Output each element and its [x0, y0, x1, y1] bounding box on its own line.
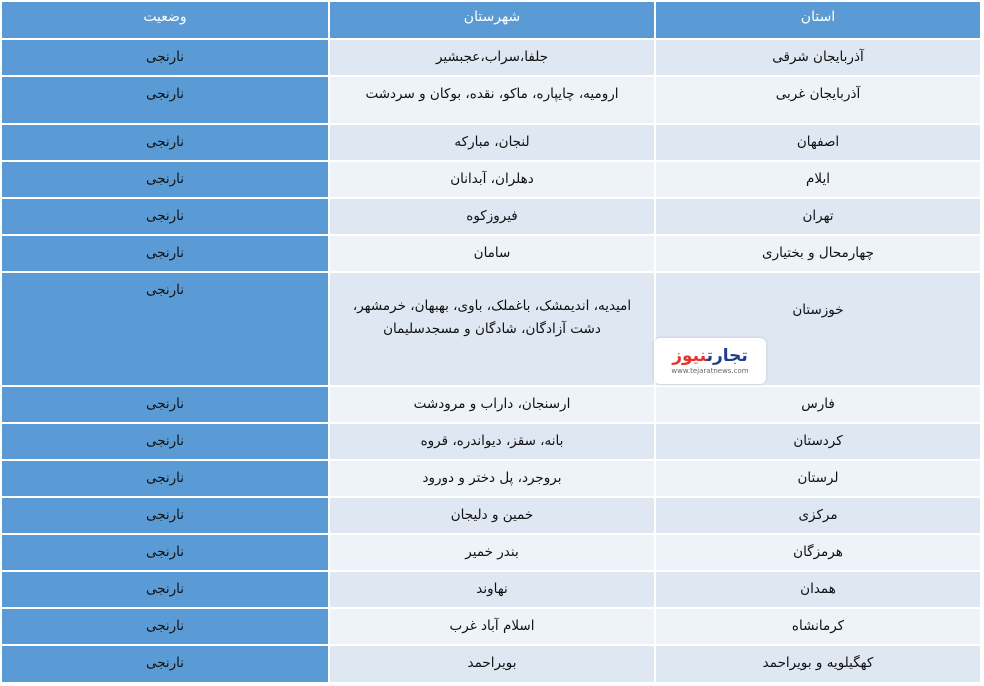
status-cell: نارنجی	[2, 273, 328, 385]
city-cell	[328, 498, 654, 533]
table-row	[2, 162, 980, 199]
status-cell: نارنجی	[2, 77, 328, 123]
table-row	[2, 646, 980, 684]
city-cell	[328, 572, 654, 607]
status-cell: نارنجی	[2, 162, 328, 197]
province-cell: تهران	[654, 199, 980, 234]
header-status: وضعیت	[2, 2, 328, 38]
status-cell: نارنجی	[2, 40, 328, 75]
table-body	[2, 40, 980, 684]
table-row	[2, 40, 980, 77]
province-cell: آذربایجان شرقی	[654, 40, 980, 75]
province-cell: چهارمحال و بختیاری	[654, 236, 980, 271]
province-cell: همدان	[654, 572, 980, 607]
table-row	[2, 273, 980, 387]
province-cell: هرمزگان	[654, 535, 980, 570]
city-cell	[328, 535, 654, 570]
province-cell: خوزستان	[654, 273, 980, 385]
city-text: جلفا،سراب،عجبشیر	[435, 49, 549, 65]
city-text: خمین و دلیجان	[450, 507, 534, 523]
city-text: فیروزکوه	[466, 208, 518, 224]
status-cell: نارنجی	[2, 498, 328, 533]
watermark-url: www.tejaratnews.com	[671, 367, 749, 375]
status-cell: نارنجی	[2, 572, 328, 607]
status-cell: نارنجی	[2, 125, 328, 160]
city-cell	[328, 77, 654, 123]
table-row	[2, 77, 980, 125]
zones-table	[2, 2, 980, 684]
city-text: ارسنجان، داراب و مرودشت	[413, 396, 571, 412]
city-text: دهلران، آبدانان	[450, 171, 534, 187]
city-cell	[328, 273, 654, 385]
province-cell: فارس	[654, 387, 980, 422]
city-text: سامان	[473, 245, 511, 261]
province-cell: مرکزی	[654, 498, 980, 533]
city-cell	[328, 162, 654, 197]
city-text: بانه، سقز، دیواندره، قروه	[420, 433, 564, 449]
status-cell: نارنجی	[2, 535, 328, 570]
city-cell	[328, 461, 654, 496]
city-text: بندر خمیر	[465, 544, 519, 560]
status-cell: نارنجی	[2, 646, 328, 682]
tejaratnews-watermark	[654, 338, 766, 384]
watermark-brand-part2: نیوز	[672, 346, 707, 366]
status-cell: نارنجی	[2, 609, 328, 644]
city-cell	[328, 387, 654, 422]
city-text: اسلام آباد غرب	[449, 618, 535, 634]
status-cell: نارنجی	[2, 236, 328, 271]
watermark-brand	[672, 346, 748, 366]
province-cell: ایلام	[654, 162, 980, 197]
province-cell: کردستان	[654, 424, 980, 459]
header-city: شهرستان	[328, 2, 654, 38]
city-text: بروجرد، پل دختر و دورود	[422, 470, 562, 486]
city-text: لنجان، مبارکه	[454, 134, 530, 150]
table-row	[2, 572, 980, 609]
city-cell	[328, 125, 654, 160]
table-row	[2, 535, 980, 572]
city-cell	[328, 646, 654, 682]
city-text: بویراحمد	[467, 655, 517, 671]
city-cell	[328, 236, 654, 271]
province-cell: آذربایجان غربی	[654, 77, 980, 123]
city-cell	[328, 199, 654, 234]
table-row	[2, 125, 980, 162]
city-cell	[328, 424, 654, 459]
watermark-brand-part1: تجارت	[706, 346, 748, 366]
city-cell	[328, 609, 654, 644]
table-row	[2, 498, 980, 535]
table-row	[2, 199, 980, 236]
table-header-row	[2, 2, 980, 40]
province-cell: اصفهان	[654, 125, 980, 160]
status-cell: نارنجی	[2, 387, 328, 422]
status-cell: نارنجی	[2, 199, 328, 234]
city-cell	[328, 40, 654, 75]
table-row	[2, 387, 980, 424]
table-row	[2, 461, 980, 498]
city-text: ارومیه، چایپاره، ماکو، نقده، بوکان و سردشت	[365, 86, 619, 102]
table-row	[2, 424, 980, 461]
city-text: نهاوند	[476, 581, 508, 597]
province-cell: لرستان	[654, 461, 980, 496]
header-province: استان	[654, 2, 980, 38]
province-cell: کهگیلویه و بویراحمد	[654, 646, 980, 682]
table-row	[2, 609, 980, 646]
city-text: امیدیه، اندیمشک، باغملک، باوی، بهبهان، خرمشهر، دشت آزادگان، شادگان و مسجدسلیمان	[352, 298, 632, 337]
province-cell: کرمانشاه	[654, 609, 980, 644]
table-row	[2, 236, 980, 273]
status-cell: نارنجی	[2, 461, 328, 496]
status-cell: نارنجی	[2, 424, 328, 459]
